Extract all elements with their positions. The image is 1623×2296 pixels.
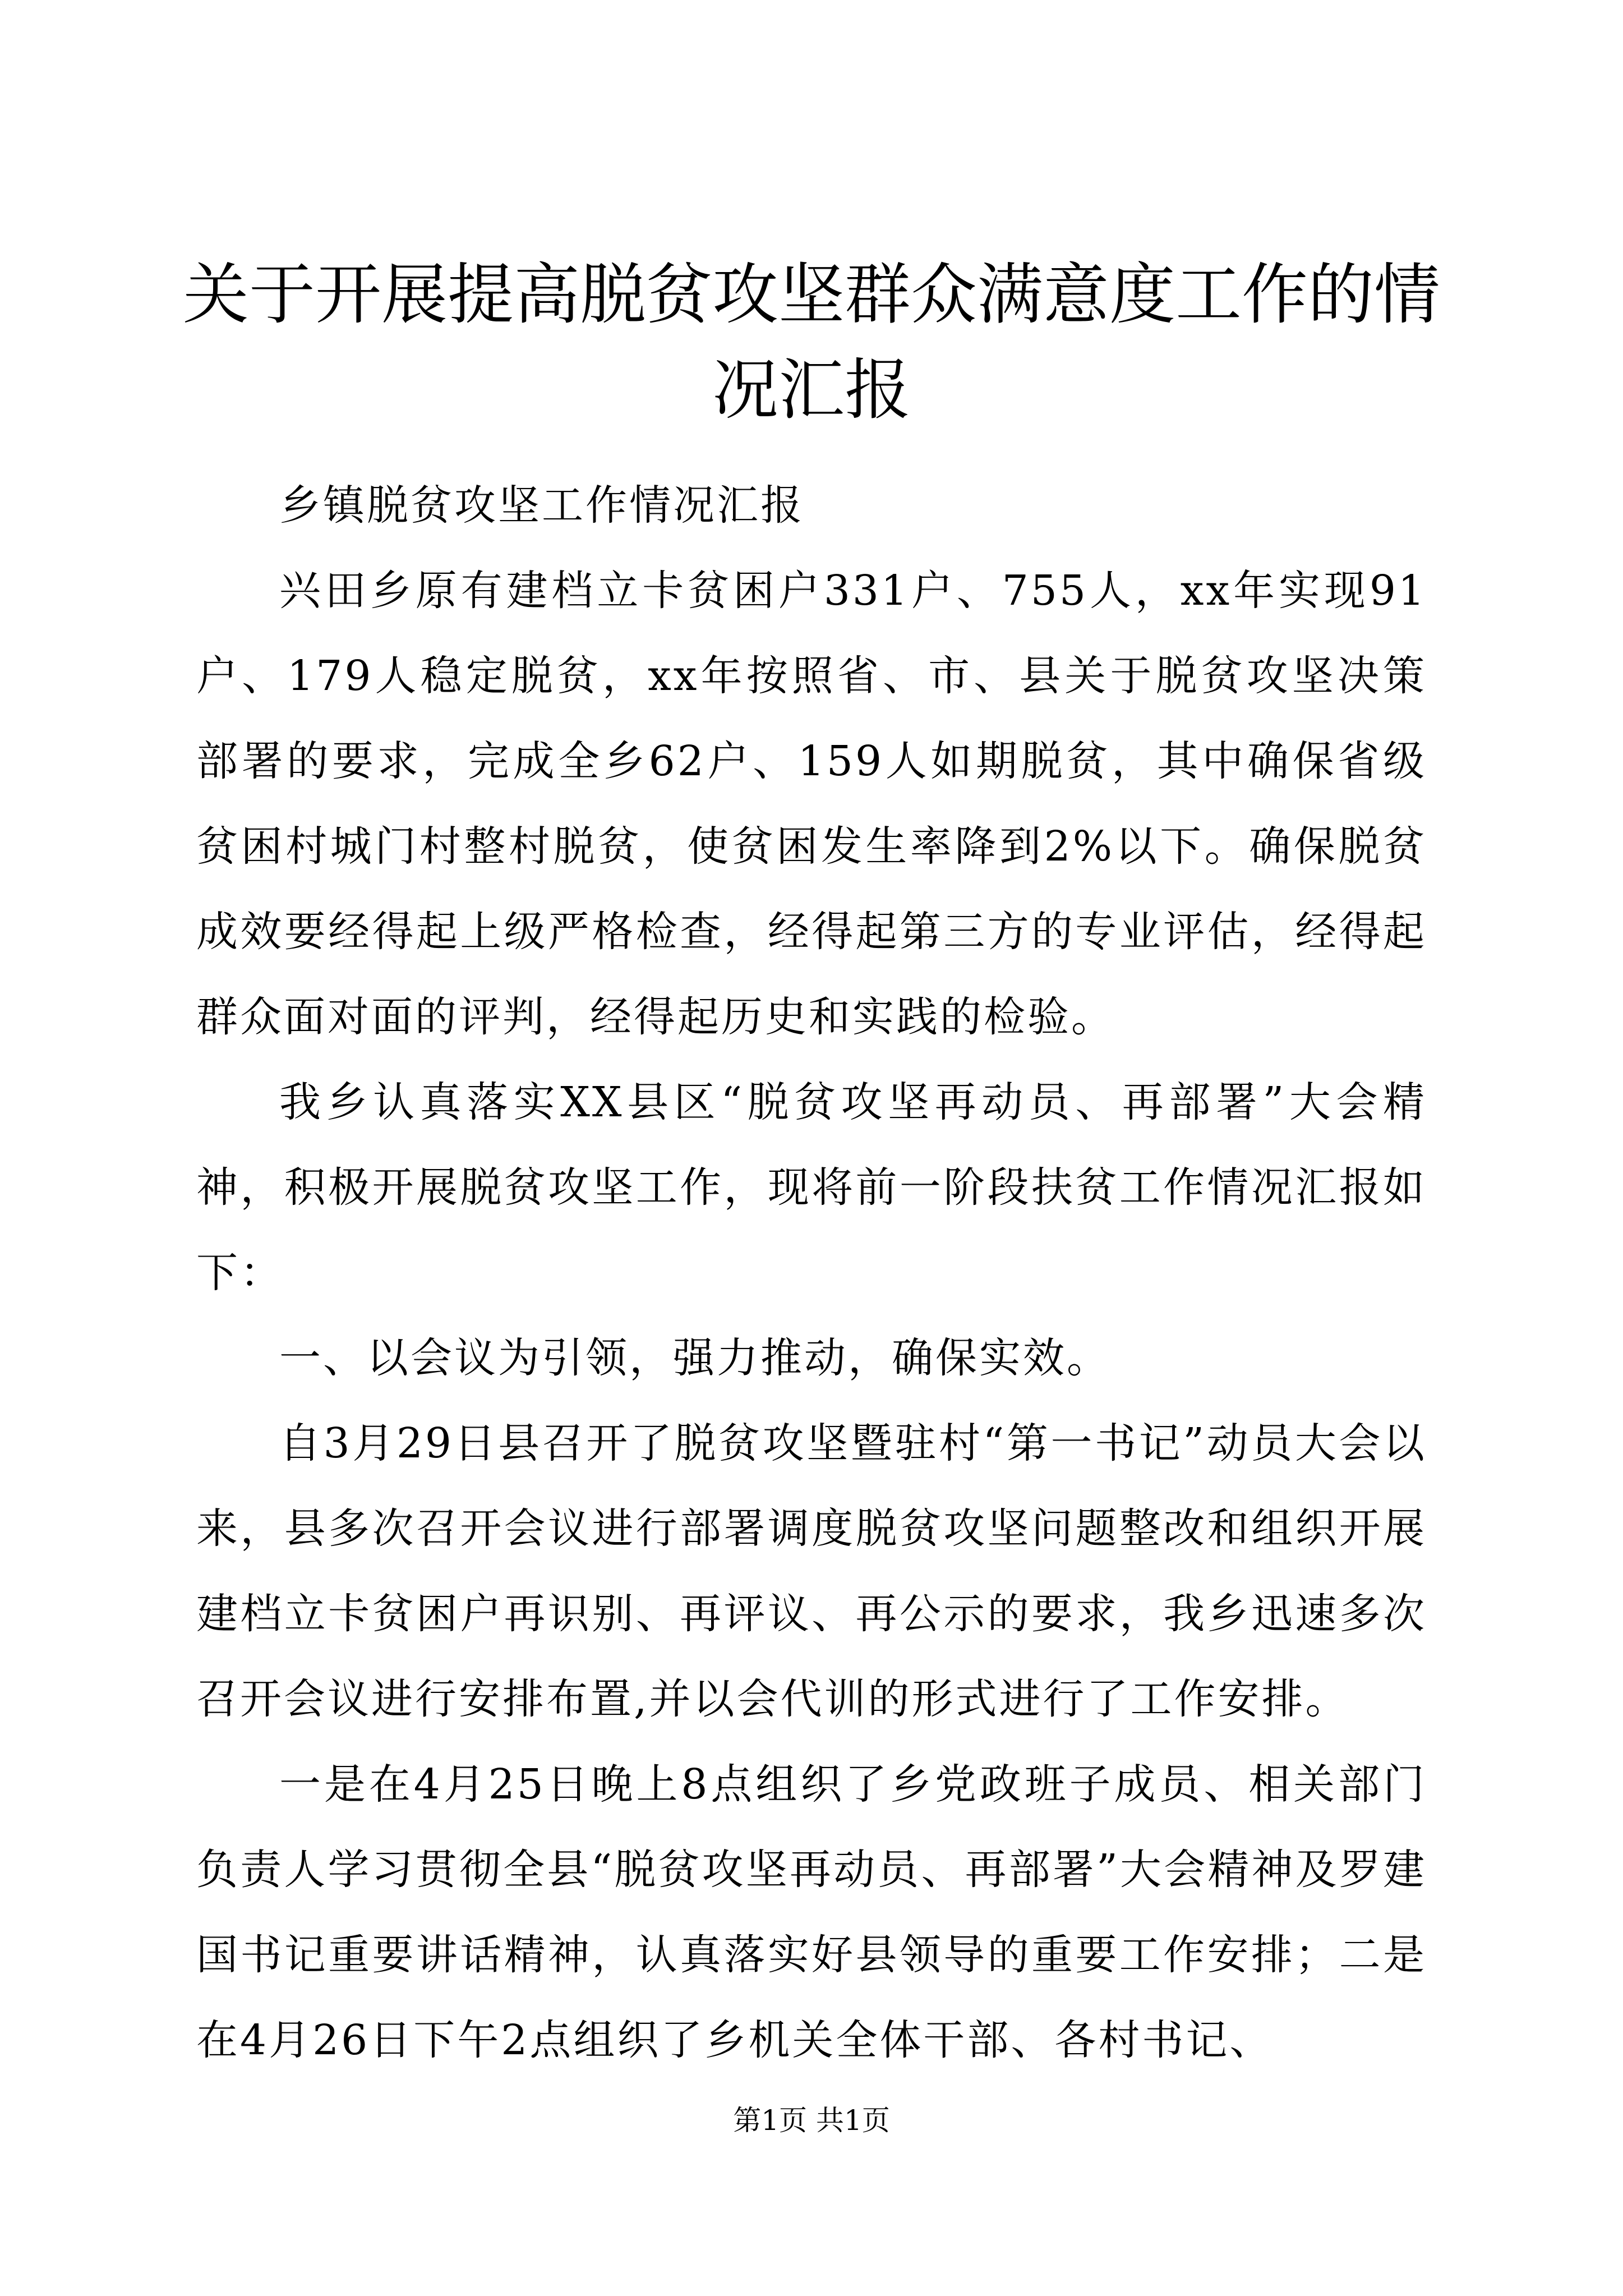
document-title: 关于开展提高脱贫攻坚群众满意度工作的情况汇报 (182, 256, 1440, 429)
section-heading-1: 一、以会议为引领，强力推动，确保实效。 (279, 1334, 1110, 1382)
paragraph-subtitle: 乡镇脱贫攻坚工作情况汇报 (279, 481, 804, 530)
document-body (196, 463, 1427, 2083)
paragraph-meetings: 自3月29日县召开了脱贫攻坚暨驻村“第一书记”动员大会以来，县多次召开会议进行部署调度脱贫攻坚问题整改和组织开展建档立卡贫困户再识别、再评议、再公示的要求，我乡迅速多次召开会议进行安排布置,并以会代训的形式进行了工作安排。 (196, 1419, 1427, 1723)
paragraph-details: 一是在4月25日晚上8点组织了乡党政班子成员、相关部门负责人学习贯彻全县“脱贫攻坚再动员、再部署”大会精神及罗建国书记重要讲话精神，认真落实好县领导的重要工作安排；二是在4月26日下午2点组织了乡机关全体干部、各村书记、 (196, 1760, 1427, 2064)
paragraph-overview: 兴田乡原有建档立卡贫困户331户、755人，xx年实现91户、179人稳定脱贫，xx年按照省、市、县关于脱贫攻坚决策部署的要求，完成全乡62户、159人如期脱贫，其中确保省级贫困村城门村整村脱贫，使贫困发生率降到2%以下。确保脱贫成效要经得起上级严格检查，经得起第三方的专业评估，经得起群众面对面的评判，经得起历史和实践的检验。 (196, 567, 1427, 1041)
paragraph-implementation: 我乡认真落实XX县区“脱贫攻坚再动员、再部署”大会精神，积极开展脱贫攻坚工作，现将前一阶段扶贫工作情况汇报如下： (196, 1078, 1427, 1297)
page-footer: 第1页 共1页 (733, 2104, 890, 2137)
